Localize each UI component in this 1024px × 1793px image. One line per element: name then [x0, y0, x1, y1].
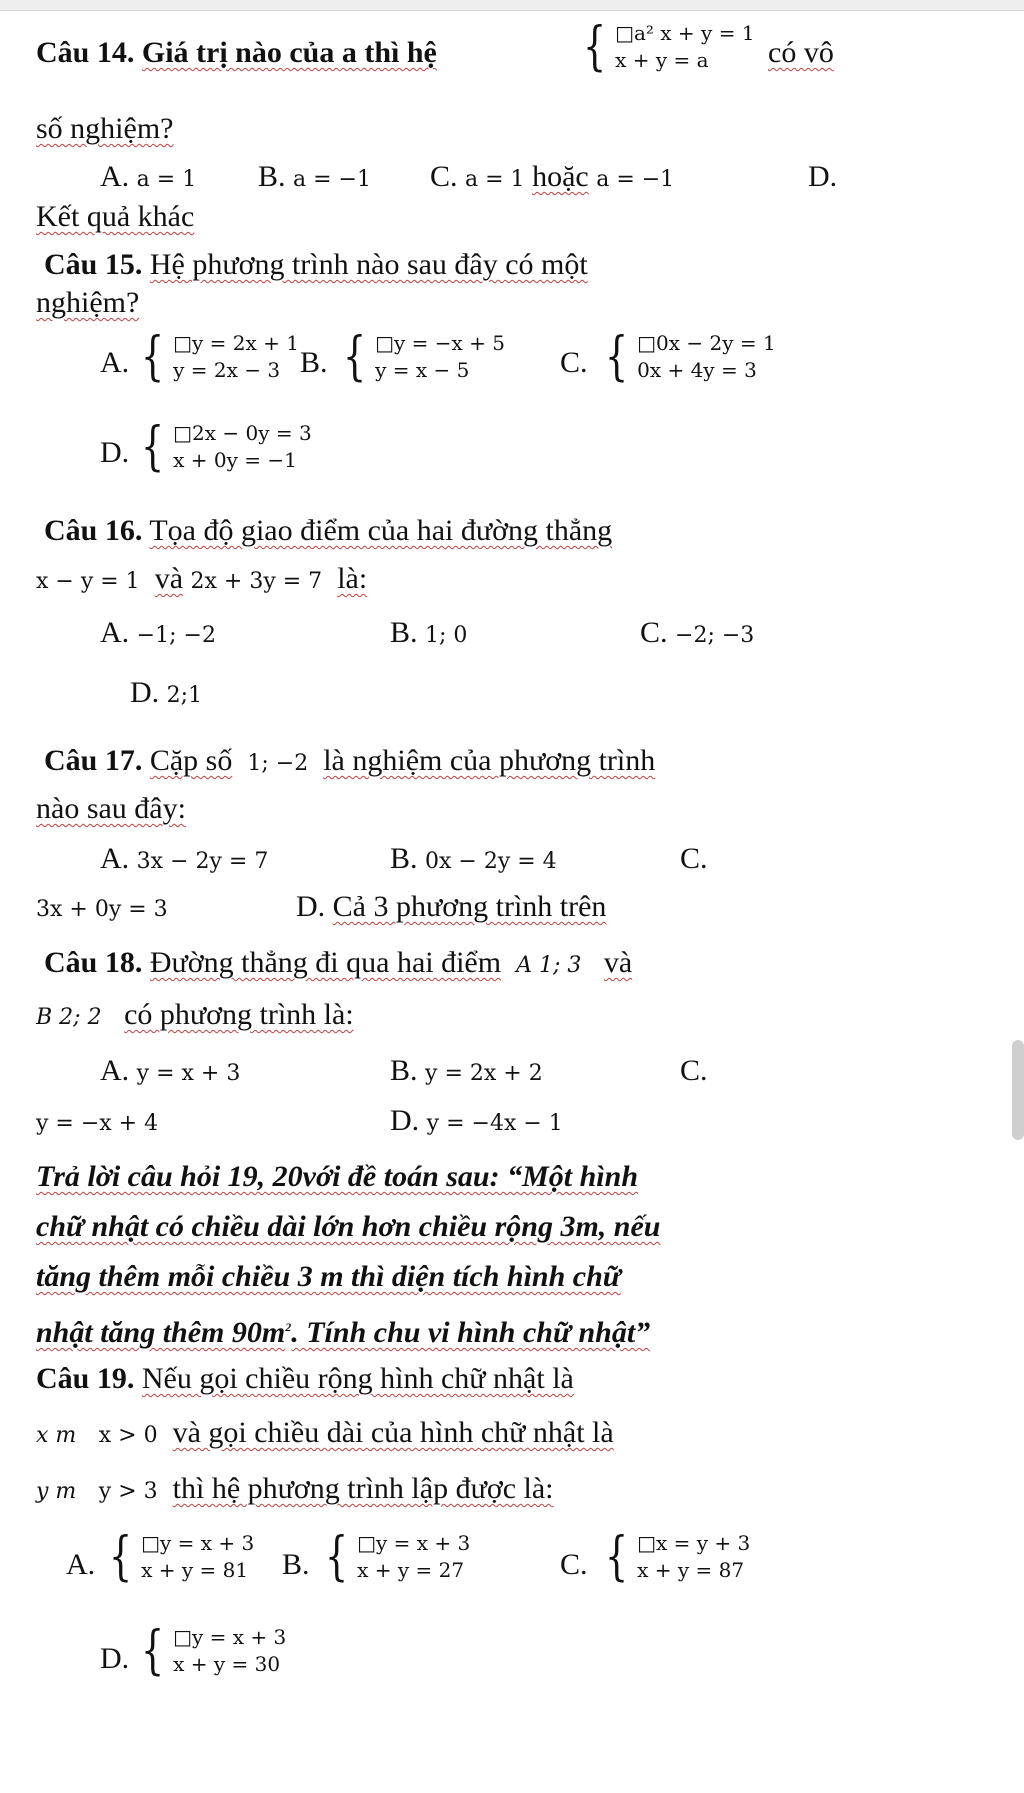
q17-option-c-label: C. [680, 842, 708, 875]
intro-line3: tăng thêm mỗi chiều 3 m thì diện tích hình chữ [36, 1260, 621, 1293]
q18-option-c-value: y = −x + 4 [36, 1111, 159, 1136]
intro-line4: nhật tăng thêm $90m^2$. Tính chu vi hình chữ nhật” [36, 1316, 651, 1349]
q17-option-a: A. 3x − 2y = 7 [100, 842, 269, 875]
q19-d-label: D. [100, 1642, 130, 1675]
q14-suffix: có vô [768, 36, 834, 69]
brace-icon: { [582, 17, 607, 77]
q15-b-label: B. [300, 346, 328, 379]
q19-b-system: { □y = x + 3 x + y = 27 [324, 1527, 471, 1587]
q18-line1: Câu 18. Đường thẳng đi qua hai điểm A 1; 3 và [44, 946, 633, 979]
q19-c-system: { □x = y + 3 x + y = 87 [604, 1527, 751, 1587]
q18-option-a: A. y = x + 3 [100, 1054, 241, 1087]
intro-line2: chữ nhật có chiều dài lớn hơn chiều rộng 3m, nếu [36, 1210, 661, 1243]
q18-option-d: D. y = −4x − 1 [390, 1104, 563, 1137]
q16-option-d: D. 2;1 [130, 676, 203, 709]
q15-a-label: A. [100, 346, 130, 379]
top-bar [0, 0, 1024, 11]
q14-prefix: Câu 14. [36, 36, 135, 69]
q16-option-c: C. −2; −3 [640, 616, 755, 649]
q14-option-b: B. a = −1 [258, 160, 371, 193]
q15-line2: nghiệm? [36, 286, 140, 319]
q17-option-d: D. Cả 3 phương trình trên [296, 890, 607, 923]
q18-option-b: B. y = 2x + 2 [390, 1054, 543, 1087]
q19-line1: Câu 19. Nếu gọi chiều rộng hình chữ nhật là [36, 1362, 574, 1395]
q15-a-system: { □y = 2x + 1 y = 2x − 3 [140, 327, 299, 387]
q16-option-b: B. 1; 0 [390, 616, 468, 649]
q15-d-system: { □2x − 0y = 3 x + 0y = −1 [140, 417, 312, 477]
q17-line2: nào sau đây: [36, 792, 186, 825]
q14-option-c: C. a = 1 hoặc a = −1 [430, 160, 675, 193]
q16-line1: Câu 16. Tọa độ giao điểm của hai đường thẳng [44, 514, 613, 547]
intro-line1: Trả lời câu hỏi 19, 20với đề toán sau: “Một hình [36, 1160, 639, 1193]
q17-option-b: B. 0x − 2y = 4 [390, 842, 557, 875]
q19-b-label: B. [282, 1548, 310, 1581]
q19-a-system: { □y = x + 3 x + y = 81 [108, 1527, 255, 1587]
q15-c-system: { □0x − 2y = 1 0x + 4y = 3 [604, 327, 776, 387]
q19-a-label: A. [66, 1548, 96, 1581]
scrollbar-thumb[interactable] [1012, 1040, 1024, 1140]
q19-line3: y m y > 3 thì hệ phương trình lập được là: [36, 1472, 554, 1505]
q19-line2: x m x > 0 và gọi chiều dài của hình chữ nhật là [36, 1416, 614, 1449]
q18-line2: B 2; 2 có phương trình là: [36, 998, 354, 1031]
q16-option-a: A. −1; −2 [100, 616, 216, 649]
q15-d-label: D. [100, 436, 130, 469]
q14-sys-line2: x + y = a [615, 48, 709, 72]
q14-sys-line1: □a² x + y = 1 [615, 21, 755, 45]
q17-line1: Câu 17. Cặp số 1; −2 là nghiệm của phương trình [44, 744, 656, 777]
q16-line2: x − y = 1 và 2x + 3y = 7 là: [36, 562, 368, 595]
q15-c-label: C. [560, 346, 588, 379]
q14-line1 [36, 34, 437, 72]
q18-option-c-label: C. [680, 1054, 708, 1087]
q14-option-d-text: Kết quả khác [36, 200, 195, 233]
q14-system [578, 17, 755, 77]
q15-b-system: { □y = −x + 5 y = x − 5 [342, 327, 505, 387]
q14-text: Giá trị nào của a thì hệ [141, 36, 437, 69]
q14-line2: số nghiệm? [36, 112, 174, 145]
q19-d-system: { □y = x + 3 x + y = 30 [140, 1621, 287, 1681]
q15-line1: Câu 15. Hệ phương trình nào sau đây có một [44, 248, 588, 281]
q14-option-d: D. [808, 160, 838, 193]
q14-option-a: A. a = 1 [100, 160, 197, 193]
q19-c-label: C. [560, 1548, 588, 1581]
q17-option-c-value: 3x + 0y = 3 [36, 897, 168, 922]
